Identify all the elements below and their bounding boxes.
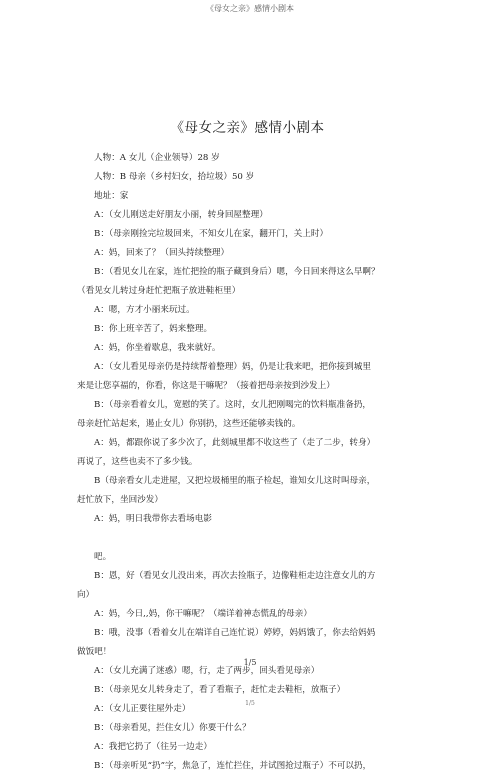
script-line: 母亲赶忙站起来，遏止女儿）你别扔，这些还能够卖钱的。 bbox=[77, 419, 301, 429]
script-line: 地址：家 bbox=[94, 191, 129, 201]
script-line: B：（看见女儿在家，连忙把捡的瓶子藏到身后）嗯，今日回来得这么早啊？ bbox=[94, 267, 380, 277]
script-body bbox=[77, 149, 418, 776]
script-line: A：（女儿正要往屋外走） bbox=[94, 704, 191, 714]
script-line: B：（母亲看见，拦住女儿）你要干什么？ bbox=[94, 723, 251, 733]
script-line: B：恩，好（看见女儿没出来，再次去捡瓶子，边像鞋柜走边注意女儿的方 bbox=[94, 571, 376, 581]
script-line: （看见女儿转过身赶忙把瓶子放进鞋柜里） bbox=[77, 286, 241, 296]
script-line: B：（母亲看着女儿，宽慰的笑了。这时，女儿把刚喝完的饮料瓶准备扔， bbox=[94, 400, 372, 410]
script-line: 人物：A 女儿（企业领导）28 岁 bbox=[94, 153, 220, 163]
script-line: A：（女儿充满了迷惑）嗯，行，走了两步，回头看见母亲） bbox=[94, 666, 320, 676]
script-line: A：妈，明日我带你去看场电影 bbox=[94, 514, 212, 524]
script-line: A：（女儿看见母亲仍是持续帮着整理）妈，仍是让我来吧，把你接到城里 bbox=[94, 362, 371, 372]
blank-line bbox=[77, 529, 418, 548]
script-line: B：（母亲见女儿转身走了，看了看瓶子，赶忙走去鞋柜，放瓶子） bbox=[94, 685, 346, 695]
script-line: B：你上班辛苦了，妈来整理。 bbox=[94, 324, 213, 334]
script-line: A：嗯，方才小丽来玩过。 bbox=[94, 305, 195, 315]
page-number: 1/5 bbox=[243, 658, 257, 667]
script-line: B：哦，没事（看着女儿在端详自己连忙说）婷婷，妈妈饿了，你去给妈妈 bbox=[94, 628, 376, 638]
document-page bbox=[77, 116, 418, 776]
running-header: 《母女之亲》感情小剧本 bbox=[206, 4, 294, 13]
script-line: 人物：B 母亲（乡村妇女，拾垃圾）50 岁 bbox=[94, 172, 255, 182]
script-line: 再说了，这些也卖不了多少钱。 bbox=[77, 457, 198, 467]
script-line: A：我把它扔了（往另一边走） bbox=[94, 742, 212, 752]
script-line: 来是让您享福的，你看，你这是干嘛呢？（接着把母亲按到沙发上） bbox=[77, 381, 335, 391]
script-line: A：妈，你坐着歇息，我来就好。 bbox=[94, 343, 221, 353]
script-line: 做饭吧！ bbox=[77, 647, 112, 657]
script-line: 赶忙放下，坐回沙发） bbox=[77, 495, 163, 505]
script-line: A：妈，回来了？（回头持续整理） bbox=[94, 248, 230, 258]
script-line: A：妈，都跟你说了多少次了，此刻城里都不收这些了（走了二步，转身） bbox=[94, 438, 376, 448]
page-footer: 1/5 bbox=[245, 700, 255, 707]
script-line: 吧。 bbox=[94, 552, 112, 562]
script-line: B（母亲看女儿走进屋，又把垃圾桶里的瓶子检起，谁知女儿这时叫母亲， bbox=[94, 476, 376, 486]
document-title: 《母女之亲》感情小剧本 bbox=[170, 120, 325, 136]
script-line: B：（母亲听见“扔”字，焦急了，连忙拦住，并试图抢过瓶子）不可以扔， bbox=[94, 761, 372, 771]
script-line: A：妈，今日,,妈，你干嘛呢？（端详着神态慌乱的母亲） bbox=[94, 609, 312, 619]
script-line: A：（女儿刚送走好朋友小丽，转身回屋整理） bbox=[94, 210, 268, 220]
script-line: B：（母亲刚捡完垃圾回来，不知女儿在家，翻开门，关上时） bbox=[94, 229, 329, 239]
script-line: 向） bbox=[77, 590, 95, 600]
